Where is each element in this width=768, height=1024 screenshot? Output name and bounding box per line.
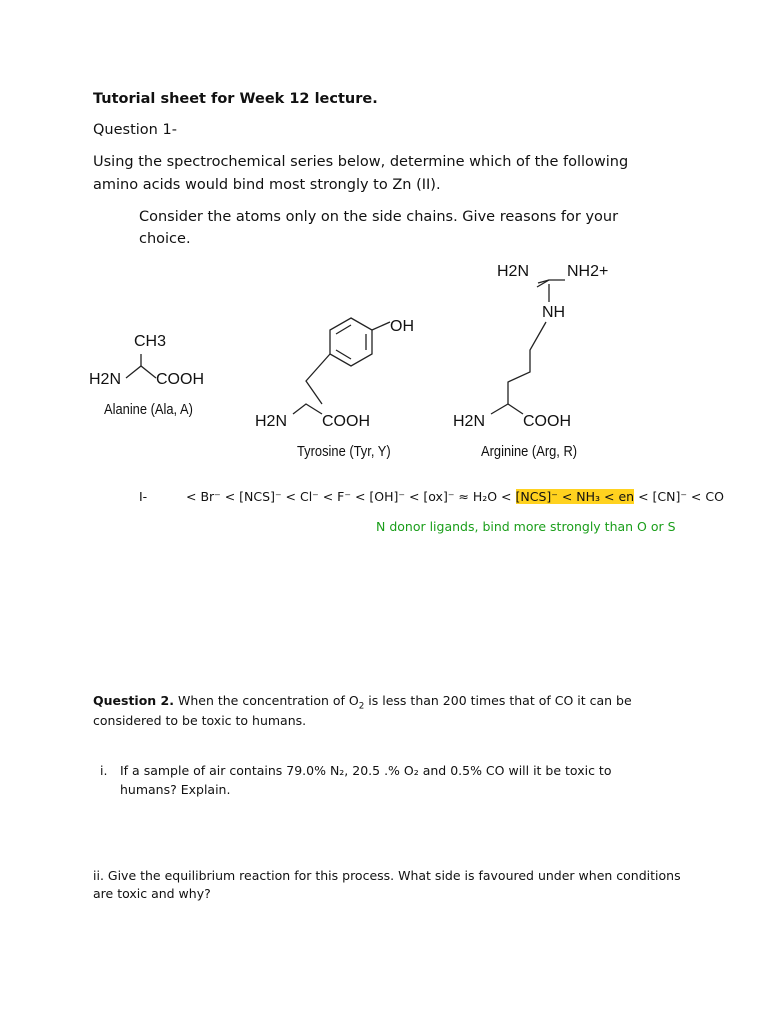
arginine-backbone-bond bbox=[491, 404, 523, 414]
tyrosine-h2n-label: H2N bbox=[255, 413, 288, 430]
series-highlight: [NCS]⁻ < NH₃ < en bbox=[515, 489, 635, 504]
arginine-nh2plus-label: NH2+ bbox=[567, 263, 609, 280]
alanine-backbone-bond bbox=[126, 366, 156, 378]
question-2-part-i-line-1: If a sample of air contains 79.0% N₂, 20.5 .% O₂ and 0.5% CO will it be toxic to bbox=[120, 763, 612, 778]
question-2-subscript: 2 bbox=[358, 701, 365, 712]
tyrosine-oh-bond bbox=[372, 322, 390, 330]
question-1-instruction-1: Consider the atoms only on the side chains. Give reasons for your bbox=[139, 209, 619, 225]
page-title: Tutorial sheet for Week 12 lecture. bbox=[93, 91, 378, 107]
alanine-ch3-label: CH3 bbox=[134, 333, 167, 350]
question-1-line-2: amino acids would bind most strongly to Zn (II). bbox=[93, 177, 441, 193]
spectrochemical-series bbox=[186, 487, 724, 506]
arginine-caption: Arginine (Arg, R) bbox=[481, 443, 578, 460]
question-1-instruction-2: choice. bbox=[139, 231, 191, 247]
tyrosine-oh-label: OH bbox=[390, 318, 414, 335]
alanine-caption: Alanine (Ala, A) bbox=[104, 401, 193, 418]
alanine-h2n-label: H2N bbox=[89, 371, 122, 388]
arginine-guanidine-bonds bbox=[537, 280, 565, 287]
arginine-cooh-label: COOH bbox=[523, 413, 571, 430]
question-2-part-ii-line-2: are toxic and why? bbox=[93, 886, 211, 901]
tyrosine-ring-double-bonds bbox=[336, 325, 366, 359]
series-marker: I- bbox=[139, 489, 148, 504]
arginine-h2n-top-label: H2N bbox=[497, 263, 530, 280]
arginine-side-chain-bond bbox=[508, 322, 546, 404]
question-2-text-b: is less than 200 times that of CO it can be bbox=[364, 693, 632, 708]
question-2-part-i-label: i. bbox=[100, 763, 108, 778]
series-part-2: < [CN]⁻ < CO bbox=[634, 489, 724, 504]
arginine-nh-label: NH bbox=[542, 304, 566, 321]
tyrosine-side-chain-bond bbox=[306, 354, 330, 404]
arginine-h2n-label: H2N bbox=[453, 413, 486, 430]
tyrosine-backbone-bond bbox=[293, 404, 322, 414]
question-2-line-2: considered to be toxic to humans. bbox=[93, 713, 307, 728]
alanine-cooh-label: COOH bbox=[156, 371, 204, 388]
question-2-heading: Question 2. bbox=[93, 693, 174, 708]
question-2-part-ii-line-1: ii. Give the equilibrium reaction for this process. What side is favoured under when conditions bbox=[93, 868, 681, 883]
tyrosine-cooh-label: COOH bbox=[322, 413, 370, 430]
question-1-heading: Question 1- bbox=[93, 122, 177, 138]
question-2-part-i-line-2: humans? Explain. bbox=[120, 782, 231, 797]
question-2-text-a: When the concentration of O bbox=[174, 693, 359, 708]
series-part-1: < Br⁻ < [NCS]⁻ < Cl⁻ < F⁻ < [OH]⁻ < [ox]⁻ ≈ H₂O < bbox=[186, 489, 516, 504]
series-note: N donor ligands, bind more strongly than O or S bbox=[376, 519, 676, 534]
tyrosine-caption: Tyrosine (Tyr, Y) bbox=[297, 443, 391, 460]
question-1-line-1: Using the spectrochemical series below, determine which of the following bbox=[93, 154, 629, 170]
